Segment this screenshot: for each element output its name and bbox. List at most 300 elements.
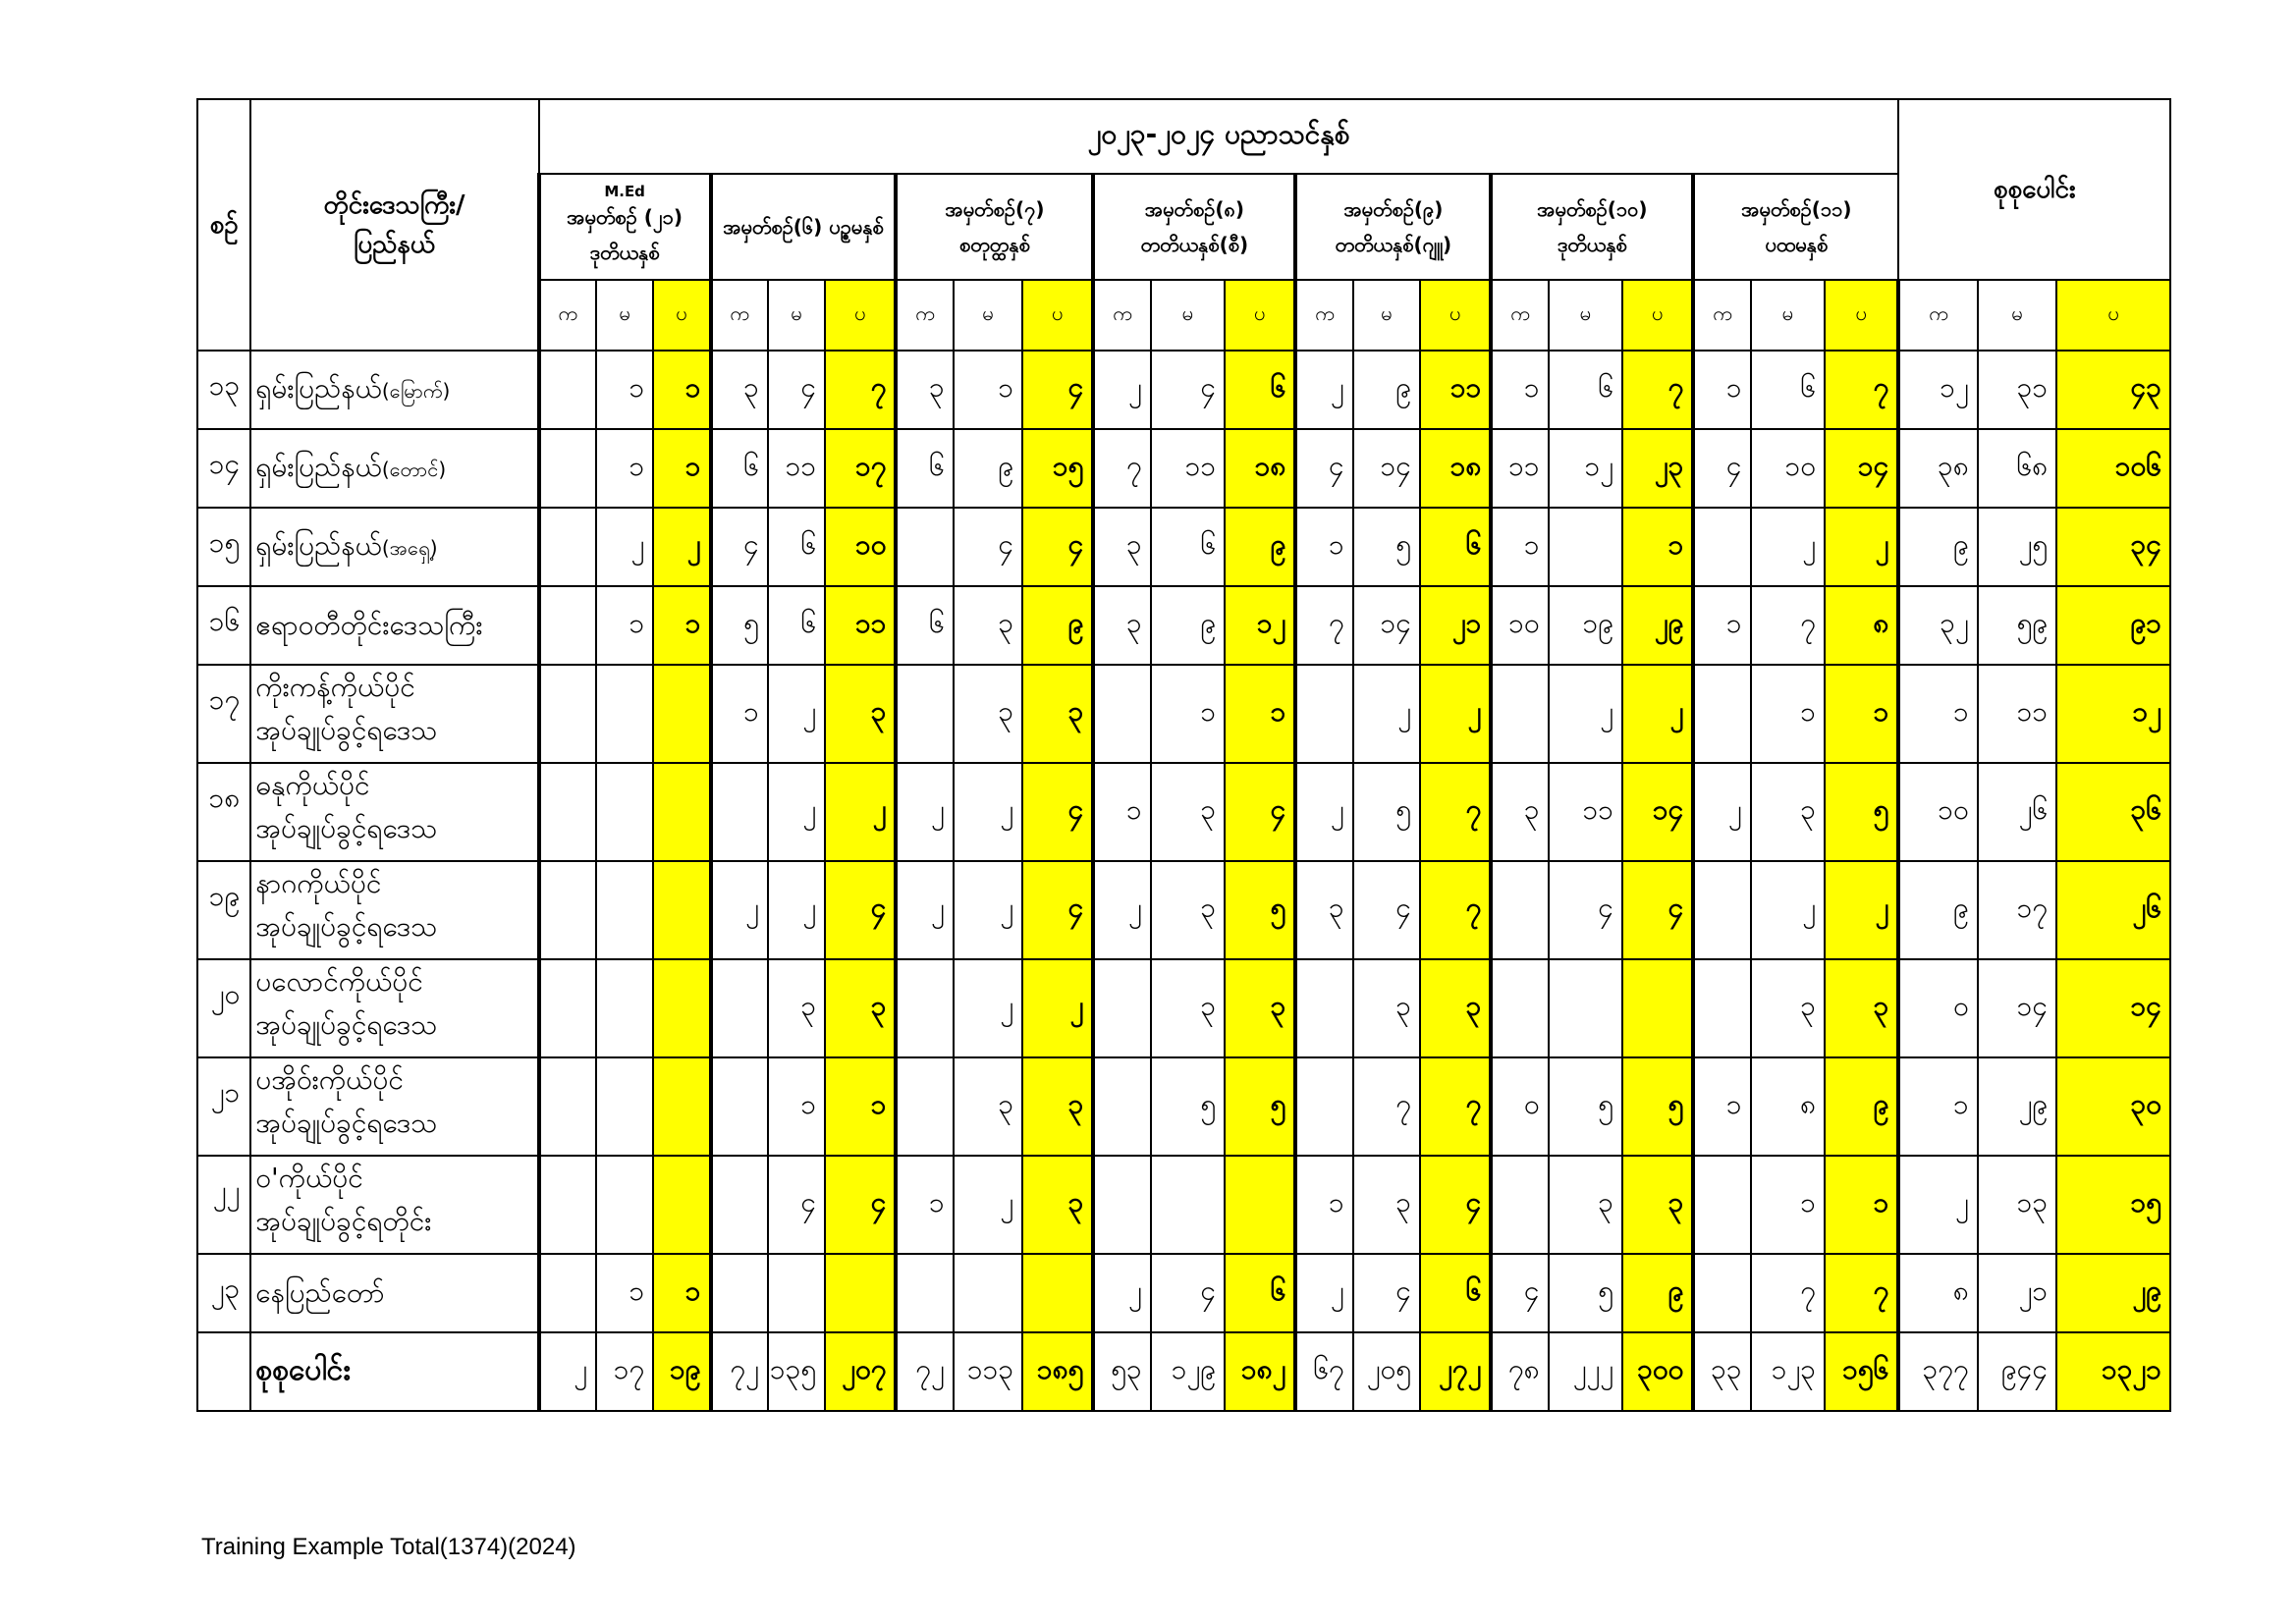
region-name-line2: အုပ်ချုပ်ခွင့်ရဒေသ <box>255 1008 438 1041</box>
value-cell: ၅ <box>1353 508 1420 586</box>
value-cell: ၂ <box>1420 665 1491 763</box>
row-serial: ၂၃ <box>197 1254 250 1332</box>
row-region <box>250 586 538 665</box>
value-cell: ၃၀ <box>2056 1057 2170 1156</box>
header-group-line2: ပထမနှစ် <box>1765 233 1829 256</box>
value-cell: ၂ <box>596 508 653 586</box>
value-cell <box>1151 1156 1225 1254</box>
value-cell: ၁ <box>1295 508 1352 586</box>
region-suffix: (အရှေ့) <box>381 536 438 560</box>
row-serial: ၂၂ <box>197 1156 250 1254</box>
value-cell <box>596 665 653 763</box>
value-cell <box>1491 1156 1548 1254</box>
value-cell <box>1093 665 1150 763</box>
value-cell: ၆ <box>1151 508 1225 586</box>
value-cell: ၂၉ <box>2056 1254 2170 1332</box>
value-cell: ၁၁ <box>1151 429 1225 508</box>
header-group-line2: တတိယနှစ်(ဂျူ) <box>1335 233 1452 256</box>
value-cell <box>954 1254 1022 1332</box>
value-cell: ၂၁ <box>1420 586 1491 665</box>
value-cell: ၉ <box>1022 586 1093 665</box>
value-cell: ၁၁၃ <box>954 1332 1022 1411</box>
value-cell: ၁ <box>1693 586 1750 665</box>
value-cell: ၁ <box>596 351 653 429</box>
header-group-tag: M.Ed <box>604 182 645 200</box>
value-cell: ၁ <box>653 351 710 429</box>
region-name: နာဂကိုယ်ပိုင် <box>255 867 382 899</box>
value-cell: ၉ <box>1353 351 1420 429</box>
value-cell: ၂ <box>954 959 1022 1057</box>
value-cell: ၂၁ <box>1978 1254 2056 1332</box>
value-cell <box>711 763 768 861</box>
value-cell: ၀ <box>1898 959 1977 1057</box>
header-m-3: မ <box>954 280 1022 351</box>
value-cell: ၂၂၂ <box>1549 1332 1622 1411</box>
header-k-5: က <box>1295 280 1352 351</box>
table-row <box>197 1156 2170 1254</box>
value-cell <box>1622 959 1693 1057</box>
value-cell: ၁၂ <box>1549 429 1622 508</box>
value-cell: ၃ <box>1353 959 1420 1057</box>
header-region <box>250 99 538 351</box>
value-cell: ၂ <box>954 1156 1022 1254</box>
value-cell <box>896 508 953 586</box>
value-cell: ၃ <box>1151 861 1225 959</box>
value-cell <box>1549 508 1622 586</box>
value-cell <box>1093 1057 1150 1156</box>
value-cell: ၆ <box>768 508 825 586</box>
value-cell: ၇ <box>1420 861 1491 959</box>
header-p-3: ပ <box>1022 280 1093 351</box>
value-cell: ၅ <box>1225 1057 1295 1156</box>
value-cell: ၁ <box>1898 1057 1977 1156</box>
value-cell: ၄ <box>1151 1254 1225 1332</box>
value-cell: ၁၇ <box>825 429 896 508</box>
table-row <box>197 959 2170 1057</box>
value-cell <box>896 1254 953 1332</box>
header-group-line2: စတုတ္ထနှစ် <box>959 233 1030 256</box>
value-cell: ၁ <box>1491 351 1548 429</box>
value-cell: ၃ <box>1549 1156 1622 1254</box>
header-p-4: ပ <box>1225 280 1295 351</box>
value-cell: ၄ <box>1491 1254 1548 1332</box>
value-cell: ၇ <box>1751 586 1825 665</box>
value-cell: ၁ <box>1151 665 1225 763</box>
value-cell: ၅ <box>1353 763 1420 861</box>
region-suffix: (မြောက်) <box>381 379 451 403</box>
value-cell: ၄ <box>1295 429 1352 508</box>
value-cell: ၁ <box>1093 763 1150 861</box>
value-cell <box>711 1057 768 1156</box>
region-name: ဓနုကိုယ်ပိုင် <box>255 769 370 801</box>
table-row <box>197 665 2170 763</box>
region-name: ပအိုဝ်းကိုယ်ပိုင် <box>255 1063 404 1096</box>
totals-label: စုစုပေါင်း <box>250 1332 538 1411</box>
value-cell: ၁ <box>653 1254 710 1332</box>
value-cell: ၆ <box>711 429 768 508</box>
header-region-line1: တိုင်းဒေသကြီး/ <box>323 190 465 220</box>
row-region <box>250 861 538 959</box>
value-cell: ၁ <box>1751 1156 1825 1254</box>
header-group-line1: အမှတ်စဉ်(၆) ပဉ္စမနှစ် <box>723 215 884 239</box>
value-cell: ၁ <box>1898 665 1977 763</box>
row-region <box>250 665 538 763</box>
value-cell <box>1693 665 1750 763</box>
value-cell: ၁၀ <box>825 508 896 586</box>
value-cell: ၃ <box>954 586 1022 665</box>
value-cell: ၂၀၇ <box>825 1332 896 1411</box>
value-cell: ၂၉ <box>1622 586 1693 665</box>
value-cell: ၁၁ <box>825 586 896 665</box>
value-cell: ၉ <box>954 429 1022 508</box>
value-cell: ၁၁ <box>1420 351 1491 429</box>
value-cell <box>1225 1156 1295 1254</box>
row-region <box>250 959 538 1057</box>
value-cell: ၁ <box>1693 351 1750 429</box>
value-cell: ၅ <box>1151 1057 1225 1156</box>
value-cell: ၆ <box>768 586 825 665</box>
value-cell: ၆ <box>1225 351 1295 429</box>
value-cell <box>653 861 710 959</box>
header-k-8: က <box>1898 280 1977 351</box>
header-group-line1: အမှတ်စဉ် (၂၁) <box>567 204 683 229</box>
value-cell: ၁၃၂၁ <box>2056 1332 2170 1411</box>
value-cell: ၂ <box>1549 665 1622 763</box>
region-name: ပလောင်ကိုယ်ပိုင် <box>255 965 423 998</box>
value-cell: ၆ <box>1549 351 1622 429</box>
value-cell <box>539 351 596 429</box>
value-cell <box>539 763 596 861</box>
value-cell: ၁၂ <box>1225 586 1295 665</box>
header-k-2: က <box>711 280 768 351</box>
value-cell: ၇ <box>1825 351 1898 429</box>
value-cell: ၃၃ <box>1693 1332 1750 1411</box>
value-cell: ၄ <box>711 508 768 586</box>
row-region <box>250 1057 538 1156</box>
value-cell: ၃ <box>1353 1156 1420 1254</box>
value-cell: ၄ <box>768 1156 825 1254</box>
region-name: ကိုးကန့်ကိုယ်ပိုင် <box>255 671 415 703</box>
value-cell: ၁၀ <box>1491 586 1548 665</box>
value-cell: ၈ <box>1751 1057 1825 1156</box>
value-cell: ၂ <box>1622 665 1693 763</box>
value-cell: ၂ <box>768 665 825 763</box>
value-cell: ၄ <box>1022 861 1093 959</box>
value-cell: ၁၄ <box>1353 586 1420 665</box>
value-cell <box>596 1057 653 1156</box>
value-cell <box>1022 1254 1093 1332</box>
header-group-line1: အမှတ်စဉ်(၇) <box>945 197 1045 221</box>
value-cell: ၁၄ <box>1353 429 1420 508</box>
value-cell: ၃၁ <box>1978 351 2056 429</box>
value-cell: ၇၂ <box>711 1332 768 1411</box>
value-cell: ၁ <box>1622 508 1693 586</box>
value-cell <box>596 1156 653 1254</box>
value-cell: ၁ <box>653 429 710 508</box>
value-cell <box>539 429 596 508</box>
header-group-5 <box>1295 174 1491 280</box>
value-cell: ၁၂ <box>1898 351 1977 429</box>
value-cell: ၁၄ <box>2056 959 2170 1057</box>
header-m-8: မ <box>1978 280 2056 351</box>
value-cell: ၁၅ <box>2056 1156 2170 1254</box>
value-cell: ၄ <box>1151 351 1225 429</box>
value-cell: ၃ <box>1022 1057 1093 1156</box>
value-cell: ၂၆ <box>1978 763 2056 861</box>
header-p-8: ပ <box>2056 280 2170 351</box>
header-p-2: ပ <box>825 280 896 351</box>
value-cell: ၉၁ <box>2056 586 2170 665</box>
value-cell: ၂ <box>825 763 896 861</box>
value-cell: ၂ <box>1825 861 1898 959</box>
value-cell: ၅ <box>1225 861 1295 959</box>
value-cell <box>768 1254 825 1332</box>
value-cell: ၂၆ <box>2056 861 2170 959</box>
value-cell <box>653 959 710 1057</box>
value-cell <box>1693 861 1750 959</box>
row-serial: ၁၃ <box>197 351 250 429</box>
value-cell: ၄၃ <box>2056 351 2170 429</box>
value-cell: ၅ <box>1825 763 1898 861</box>
value-cell: ၃ <box>1093 508 1150 586</box>
value-cell: ၆ <box>1225 1254 1295 1332</box>
value-cell: ၄ <box>1022 508 1093 586</box>
header-group-7 <box>1693 174 1898 280</box>
value-cell <box>1491 959 1548 1057</box>
row-serial: ၁၄ <box>197 429 250 508</box>
value-cell: ၁ <box>1825 1156 1898 1254</box>
value-cell: ၃၄ <box>2056 508 2170 586</box>
value-cell <box>539 1057 596 1156</box>
header-m-4: မ <box>1151 280 1225 351</box>
value-cell: ၁၂၃ <box>1751 1332 1825 1411</box>
value-cell <box>539 959 596 1057</box>
value-cell: ၉ <box>1898 861 1977 959</box>
header-group-3 <box>896 174 1093 280</box>
region-name: ဧရာဝတီတိုင်းဒေသကြီး <box>255 609 483 641</box>
header-group-1 <box>539 174 711 280</box>
value-cell: ၂ <box>1751 508 1825 586</box>
value-cell: ၇ <box>825 351 896 429</box>
value-cell: ၇၂ <box>896 1332 953 1411</box>
header-m-5: မ <box>1353 280 1420 351</box>
value-cell: ၂ <box>896 763 953 861</box>
value-cell: ၃ <box>1751 763 1825 861</box>
row-serial: ၂၁ <box>197 1057 250 1156</box>
value-cell: ၄ <box>1225 763 1295 861</box>
value-cell: ၉ <box>1898 508 1977 586</box>
region-name-line2: အုပ်ချုပ်ခွင့်ရဒေသ <box>255 812 438 844</box>
header-group-line2: ဒုတိယနှစ် <box>589 240 660 264</box>
value-cell: ၇ <box>1420 763 1491 861</box>
table-row <box>197 1057 2170 1156</box>
value-cell: ၃ <box>825 959 896 1057</box>
value-cell: ၂ <box>1353 665 1420 763</box>
header-k-7: က <box>1693 280 1750 351</box>
value-cell: ၃၂ <box>1898 586 1977 665</box>
value-cell: ၂ <box>1898 1156 1977 1254</box>
value-cell: ၁၁ <box>1549 763 1622 861</box>
header-group-4 <box>1093 174 1295 280</box>
region-name-line2: အုပ်ချုပ်ခွင့်ရတိုင်း <box>255 1205 432 1237</box>
value-cell: ၃ <box>1622 1156 1693 1254</box>
value-cell: ၄ <box>825 861 896 959</box>
header-k-1: က <box>539 280 596 351</box>
value-cell: ၄ <box>1353 1254 1420 1332</box>
value-cell: ၁ <box>1295 1156 1352 1254</box>
value-cell <box>596 763 653 861</box>
row-region <box>250 763 538 861</box>
value-cell: ၁၅၆ <box>1825 1332 1898 1411</box>
value-cell: ၂ <box>1693 763 1750 861</box>
row-serial: ၂၀ <box>197 959 250 1057</box>
value-cell: ၆ <box>1420 1254 1491 1332</box>
value-cell: ၂ <box>954 861 1022 959</box>
value-cell: ၇ <box>1751 1254 1825 1332</box>
value-cell: ၄ <box>1549 861 1622 959</box>
value-cell: ၉ <box>1622 1254 1693 1332</box>
value-cell: ၁၄ <box>1622 763 1693 861</box>
value-cell: ၁၇ <box>596 1332 653 1411</box>
value-cell: ၂ <box>1825 508 1898 586</box>
value-cell <box>1295 1057 1352 1156</box>
value-cell: ၃ <box>768 959 825 1057</box>
value-cell <box>1093 959 1150 1057</box>
footer-note: Training Example Total(1374)(2024) <box>201 1534 576 1560</box>
row-region <box>250 1156 538 1254</box>
row-serial: ၁၉ <box>197 861 250 959</box>
value-cell: ၁၀၆ <box>2056 429 2170 508</box>
value-cell: ၀ <box>1491 1057 1548 1156</box>
value-cell: ၁ <box>653 586 710 665</box>
value-cell <box>539 1254 596 1332</box>
value-cell: ၁၀ <box>1898 763 1977 861</box>
value-cell: ၂ <box>1093 1254 1150 1332</box>
value-cell: ၂၃ <box>1622 429 1693 508</box>
value-cell: ၁၁ <box>1978 665 2056 763</box>
value-cell <box>1491 861 1548 959</box>
value-cell: ၃၀၀ <box>1622 1332 1693 1411</box>
table-row <box>197 586 2170 665</box>
value-cell: ၄ <box>954 508 1022 586</box>
value-cell: ၁ <box>1693 1057 1750 1156</box>
value-cell: ၉၄၄ <box>1978 1332 2056 1411</box>
value-cell <box>1693 1254 1750 1332</box>
value-cell: ၈ <box>1898 1254 1977 1332</box>
value-cell: ၂ <box>1295 351 1352 429</box>
header-group-line2: ဒုတိယနှစ် <box>1557 233 1627 256</box>
value-cell: ၉ <box>1151 586 1225 665</box>
header-k-3: က <box>896 280 953 351</box>
value-cell: ၂၇၂ <box>1420 1332 1491 1411</box>
table-row <box>197 763 2170 861</box>
header-group-2 <box>711 174 897 280</box>
value-cell: ၉ <box>1225 508 1295 586</box>
table-row <box>197 1254 2170 1332</box>
row-region <box>250 1254 538 1332</box>
row-region <box>250 351 538 429</box>
value-cell <box>1093 1156 1150 1254</box>
value-cell: ၇ <box>1093 429 1150 508</box>
value-cell: ၅ <box>711 586 768 665</box>
value-cell: ၁ <box>768 1057 825 1156</box>
region-name: ရှမ်းပြည်နယ် <box>255 529 382 562</box>
value-cell: ၁ <box>1225 665 1295 763</box>
region-name-line2: အုပ်ချုပ်ခွင့်ရဒေသ <box>255 910 438 943</box>
value-cell: ၃၇၇ <box>1898 1332 1977 1411</box>
value-cell <box>1491 665 1548 763</box>
row-serial: ၁၅ <box>197 508 250 586</box>
value-cell: ၇ <box>1420 1057 1491 1156</box>
value-cell: ၅ <box>1622 1057 1693 1156</box>
value-cell <box>596 959 653 1057</box>
value-cell: ၃၈ <box>1898 429 1977 508</box>
value-cell <box>896 1057 953 1156</box>
summary-sheet <box>196 98 2171 1412</box>
value-cell: ၂ <box>653 508 710 586</box>
value-cell: ၅ <box>1549 1254 1622 1332</box>
value-cell: ၁ <box>596 586 653 665</box>
header-p-7: ပ <box>1825 280 1898 351</box>
region-name-line2: အုပ်ချုပ်ခွင့်ရဒေသ <box>255 1107 438 1139</box>
value-cell: ၂ <box>954 763 1022 861</box>
value-cell <box>825 1254 896 1332</box>
value-cell: ၆ <box>1751 351 1825 429</box>
header-year-range: ၂၀၂၃-၂၀၂၄ ပညာသင်နှစ် <box>539 99 1899 174</box>
value-cell: ၁၈၅ <box>1022 1332 1093 1411</box>
value-cell <box>711 959 768 1057</box>
value-cell: ၆၇ <box>1295 1332 1352 1411</box>
value-cell: ၃ <box>1022 1156 1093 1254</box>
value-cell <box>711 1156 768 1254</box>
region-name-line2: အုပ်ချုပ်ခွင့်ရဒေသ <box>255 714 438 746</box>
value-cell: ၆၈ <box>1978 429 2056 508</box>
value-cell: ၂၉ <box>1978 1057 2056 1156</box>
value-cell: ၃ <box>1420 959 1491 1057</box>
value-cell: ၄ <box>1622 861 1693 959</box>
value-cell <box>539 665 596 763</box>
header-serial-no: စဉ် <box>197 99 250 351</box>
value-cell: ၂ <box>768 861 825 959</box>
value-cell: ၇၈ <box>1491 1332 1548 1411</box>
value-cell <box>1693 1156 1750 1254</box>
value-cell <box>539 508 596 586</box>
header-group-line1: အမှတ်စဉ်(၉) <box>1343 197 1444 221</box>
value-cell: ၂ <box>896 861 953 959</box>
region-name: ရှမ်းပြည်နယ် <box>255 372 382 405</box>
value-cell: ၃ <box>1093 586 1150 665</box>
region-suffix: (တောင်) <box>381 458 447 481</box>
value-cell: ၁ <box>954 351 1022 429</box>
value-cell: ၃ <box>1825 959 1898 1057</box>
value-cell: ၇ <box>1825 1254 1898 1332</box>
header-k-6: က <box>1491 280 1548 351</box>
value-cell <box>896 959 953 1057</box>
value-cell: ၁၂၉ <box>1151 1332 1225 1411</box>
value-cell: ၁၅ <box>1022 429 1093 508</box>
table-row <box>197 508 2170 586</box>
value-cell: ၇ <box>1622 351 1693 429</box>
value-cell: ၁၄ <box>1825 429 1898 508</box>
table-row <box>197 861 2170 959</box>
totals-row <box>197 1332 2170 1411</box>
row-region <box>250 508 538 586</box>
value-cell: ၄ <box>1693 429 1750 508</box>
region-name: နေပြည်တော် <box>255 1276 385 1309</box>
header-total: စုစုပေါင်း <box>1898 99 2170 280</box>
value-cell <box>653 763 710 861</box>
row-region <box>250 429 538 508</box>
